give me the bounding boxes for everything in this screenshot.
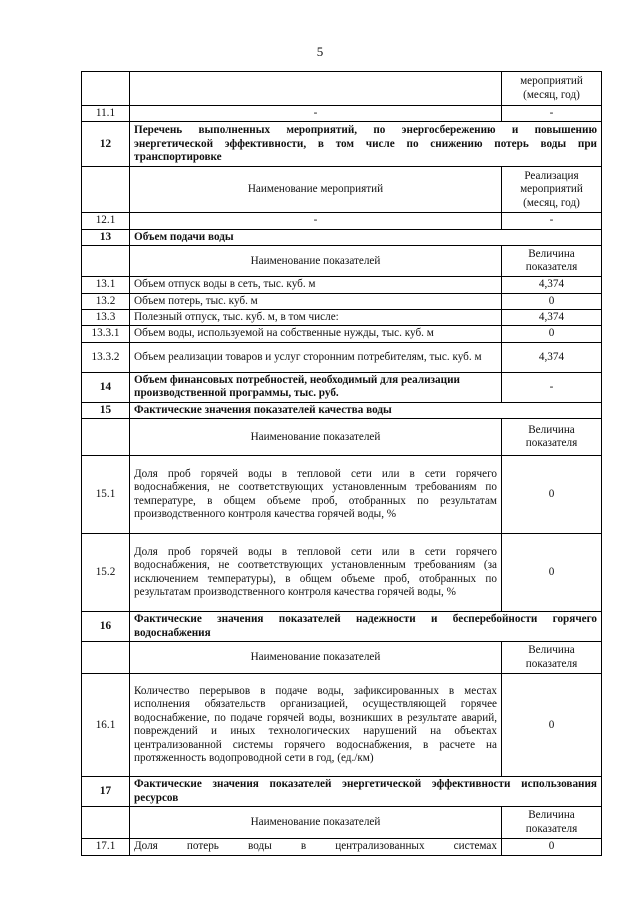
- row-name: Объем потерь, тыс. куб. м: [130, 293, 502, 309]
- row-name: Доля потерь воды в централизованных системах: [130, 839, 502, 855]
- row-number: [82, 642, 130, 674]
- section-title: Фактические значения показателей надежности и бесперебойности горячего водоснабжения: [130, 612, 602, 642]
- column-header-name: Наименование показателей: [130, 807, 502, 839]
- row-value: 4,374: [502, 277, 602, 293]
- table-row: [82, 72, 602, 106]
- row-value: 0: [502, 839, 602, 855]
- row-name: Объем отпуск воды в сеть, тыс. куб. м: [130, 277, 502, 293]
- section-value: -: [502, 372, 602, 402]
- page-number: 5: [316, 44, 324, 59]
- row-value: 0: [502, 674, 602, 777]
- section-number: 17: [82, 777, 130, 807]
- table-row: [82, 839, 602, 855]
- column-header-value: Реализация мероприятий (месяц, год): [502, 167, 602, 213]
- column-header-value: Величина показателя: [502, 807, 602, 839]
- row-value: 0: [502, 534, 602, 612]
- column-header-value: Величина показателя: [502, 642, 602, 674]
- row-value: мероприятий (месяц, год): [502, 72, 602, 106]
- indicators-table: [81, 71, 602, 856]
- table-row: [82, 310, 602, 326]
- table-row: [82, 277, 602, 293]
- header-row: [82, 642, 602, 674]
- row-number: 13.3.2: [82, 342, 130, 372]
- column-header-name: Наименование показателей: [130, 642, 502, 674]
- section-number: 12: [82, 122, 130, 167]
- section-row: [82, 612, 602, 642]
- section-number: 13: [82, 229, 130, 245]
- row-number: 15.2: [82, 534, 130, 612]
- section-row: [82, 372, 602, 402]
- row-name: Объем воды, используемой на собственные нужды, тыс. куб. м: [130, 326, 502, 342]
- row-value: 0: [502, 293, 602, 309]
- row-number: [82, 246, 130, 277]
- row-value: 4,374: [502, 342, 602, 372]
- row-value: 0: [502, 326, 602, 342]
- section-number: 16: [82, 612, 130, 642]
- row-number: [82, 807, 130, 839]
- table-row: [82, 106, 602, 122]
- row-name: Доля проб горячей воды в тепловой сети или в сети горячего водоснабжения, не соответствующих установленным требованиям по температуре, в общем объеме проб, отобранных по результатам производственного контроля качества горячей воды, %: [130, 456, 502, 534]
- section-row: [82, 402, 602, 418]
- table-row: [82, 456, 602, 534]
- row-number: 13.3.1: [82, 326, 130, 342]
- row-value: -: [502, 213, 602, 229]
- row-name: [130, 72, 502, 106]
- row-number: 16.1: [82, 674, 130, 777]
- section-title: Объем финансовых потребностей, необходимый для реализации производственной программы, тыс. руб.: [130, 372, 502, 402]
- row-value: -: [502, 106, 602, 122]
- table-row: [82, 674, 602, 777]
- section-title: Объем подачи воды: [130, 229, 602, 245]
- header-row: [82, 246, 602, 277]
- section-row: [82, 777, 602, 807]
- row-value: 0: [502, 456, 602, 534]
- row-number: 13.3: [82, 310, 130, 326]
- table-row: [82, 293, 602, 309]
- section-row: [82, 229, 602, 245]
- section-title: Фактические значения показателей энергетической эффективности использования ресурсов: [130, 777, 602, 807]
- section-number: 14: [82, 372, 130, 402]
- table-row: [82, 342, 602, 372]
- row-value: 4,374: [502, 310, 602, 326]
- header-row: [82, 807, 602, 839]
- row-number: [82, 72, 130, 106]
- row-name: -: [130, 213, 502, 229]
- section-row: [82, 122, 602, 167]
- section-number: 15: [82, 402, 130, 418]
- row-number: 17.1: [82, 839, 130, 855]
- row-number: 11.1: [82, 106, 130, 122]
- row-name: Количество перерывов в подаче воды, зафиксированных в местах исполнения обязательств организацией, осуществляющей горячее водоснабжение, по подаче горячей воды, возникших в результате аварий, повреждений и иных технологических нарушений на объектах централизованной системы горячего водоснабжения, в расчете на протяженность водопроводной сети в год, (ед./км): [130, 674, 502, 777]
- section-title: Фактические значения показателей качества воды: [130, 402, 602, 418]
- row-name: Полезный отпуск, тыс. куб. м, в том числе:: [130, 310, 502, 326]
- header-row: [82, 419, 602, 456]
- row-name: Объем реализации товаров и услуг сторонним потребителям, тыс. куб. м: [130, 342, 502, 372]
- table-row: [82, 326, 602, 342]
- row-number: 12.1: [82, 213, 130, 229]
- column-header-value: Величина показателя: [502, 246, 602, 277]
- column-header-name: Наименование мероприятий: [130, 167, 502, 213]
- row-name: Доля проб горячей воды в тепловой сети или в сети горячего водоснабжения, не соответствующих установленным требованиям (за исключением температуры), в общем объеме проб, отобранных по результатам производственного контроля качества горячей воды, %: [130, 534, 502, 612]
- row-number: [82, 167, 130, 213]
- table-row: [82, 213, 602, 229]
- row-number: 15.1: [82, 456, 130, 534]
- column-header-name: Наименование показателей: [130, 246, 502, 277]
- section-title: Перечень выполненных мероприятий, по энергосбережению и повышению энергетической эффективности, в том числе по снижению потерь воды при транспортировке: [130, 122, 602, 167]
- row-number: [82, 419, 130, 456]
- row-number: 13.1: [82, 277, 130, 293]
- row-number: 13.2: [82, 293, 130, 309]
- column-header-value: Величина показателя: [502, 419, 602, 456]
- table-row: [82, 534, 602, 612]
- header-row: [82, 167, 602, 213]
- column-header-name: Наименование показателей: [130, 419, 502, 456]
- row-name: -: [130, 106, 502, 122]
